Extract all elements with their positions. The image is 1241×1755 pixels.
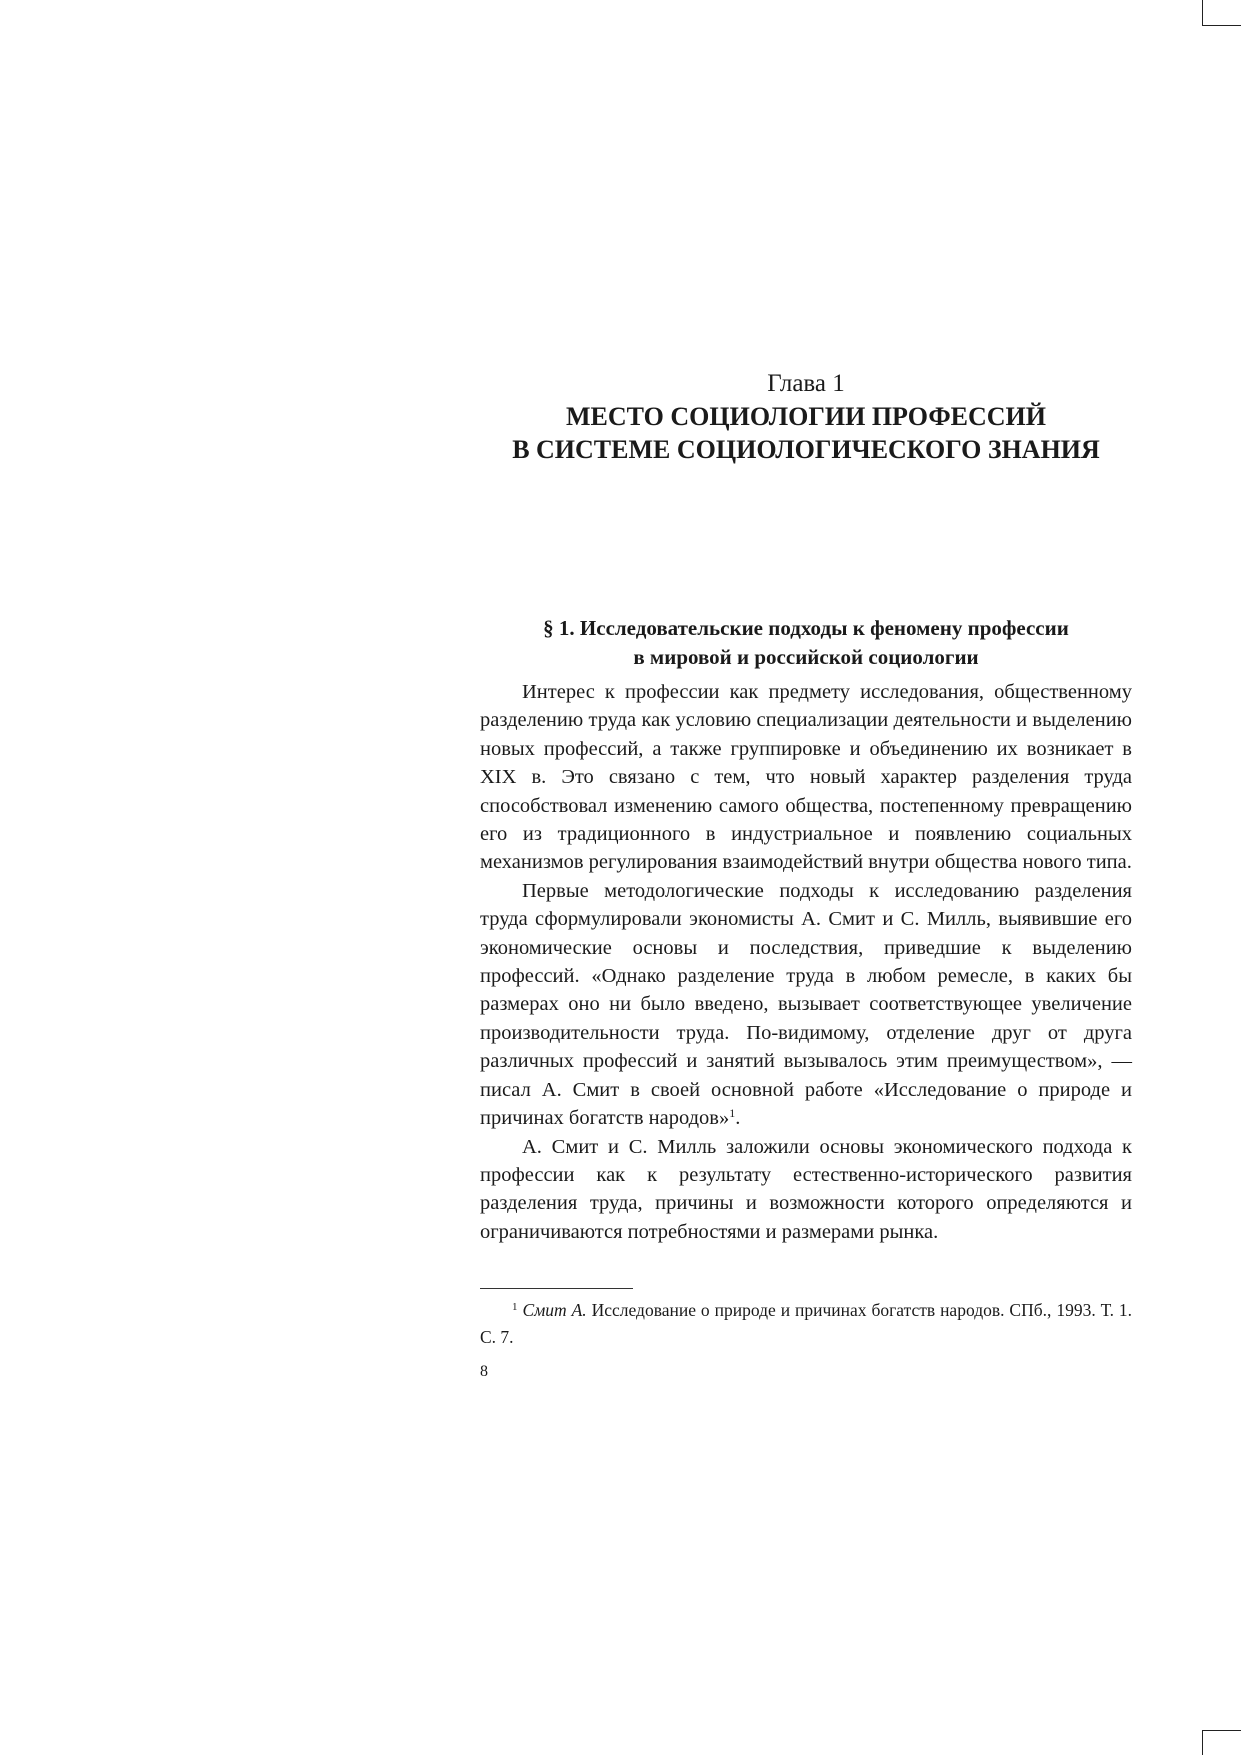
section-heading — [480, 614, 1132, 672]
crop-mark-top-vertical — [1202, 0, 1203, 26]
paragraph-2-end: . — [735, 1107, 741, 1130]
crop-mark-bottom-vertical — [1202, 1730, 1203, 1755]
crop-mark-top-horizontal — [1202, 25, 1241, 26]
footnote-reference[interactable]: 1 — [729, 1106, 736, 1121]
paragraph-2 — [480, 877, 1132, 1133]
footnote-divider — [480, 1288, 633, 1289]
footnote-author: Смит А. — [522, 1300, 587, 1320]
chapter-title-line1: МЕСТО СОЦИОЛОГИИ ПРОФЕССИЙ — [565, 402, 1046, 431]
body-text — [480, 678, 1132, 1246]
paragraph-3: А. Смит и С. Милль заложили основы экономического подхода к профессии как к результату естественно-исторического развития разделения труда, причины и возможности которого определяются и ограничиваются потребностями и размерами рынка. — [480, 1135, 1132, 1243]
chapter-label: Глава 1 — [767, 370, 845, 397]
paragraph-2-text: Первые методологические подходы к исследованию разделения труда сформулировали экономисты А. Смит и С. Милль, выявившие его экономические основы и последствия, приведшие к выделению профессий. «Однако разделение труда в любом ремесле, в каких бы размерах оно ни было введено, вызывает соответствующее увеличение производительности труда. По-видимому, отделение друг от друга различных профессий и занятий вызывалось этим преимуществом», — писал А. Смит в своей основной работе «Исследование о природе и причинах богатств народов» — [480, 879, 1132, 1130]
page-number: 8 — [480, 1363, 488, 1380]
footnote-text: Исследование о природе и причинах богатств народов. СПб., 1993. Т. 1. С. 7. — [480, 1300, 1132, 1347]
footnote-number: 1 — [512, 1301, 518, 1313]
section-heading-line2: в мировой и российской социологии — [633, 645, 979, 669]
chapter-header — [480, 368, 1132, 466]
section-heading-line1: § 1. Исследовательские подходы к феномену профессии — [543, 616, 1069, 640]
crop-mark-bottom-horizontal — [1202, 1730, 1241, 1731]
footnote — [480, 1297, 1132, 1351]
paragraph-1: Интерес к профессии как предмету исследования, общественному разделению труда как условию специализации деятельности и выделению новых профессий, а также группировке и объединению их возникает в XIX в. Это связано с тем, что новый характер разделения труда способствовал изменению самого общества, постепенному превращению его из традиционного в индустриальное и появлению социальных механизмов регулирования взаимодействий внутри общества нового типа. — [480, 681, 1132, 874]
chapter-title-line2: В СИСТЕМЕ СОЦИОЛОГИЧЕСКОГО ЗНАНИЯ — [512, 435, 1100, 464]
